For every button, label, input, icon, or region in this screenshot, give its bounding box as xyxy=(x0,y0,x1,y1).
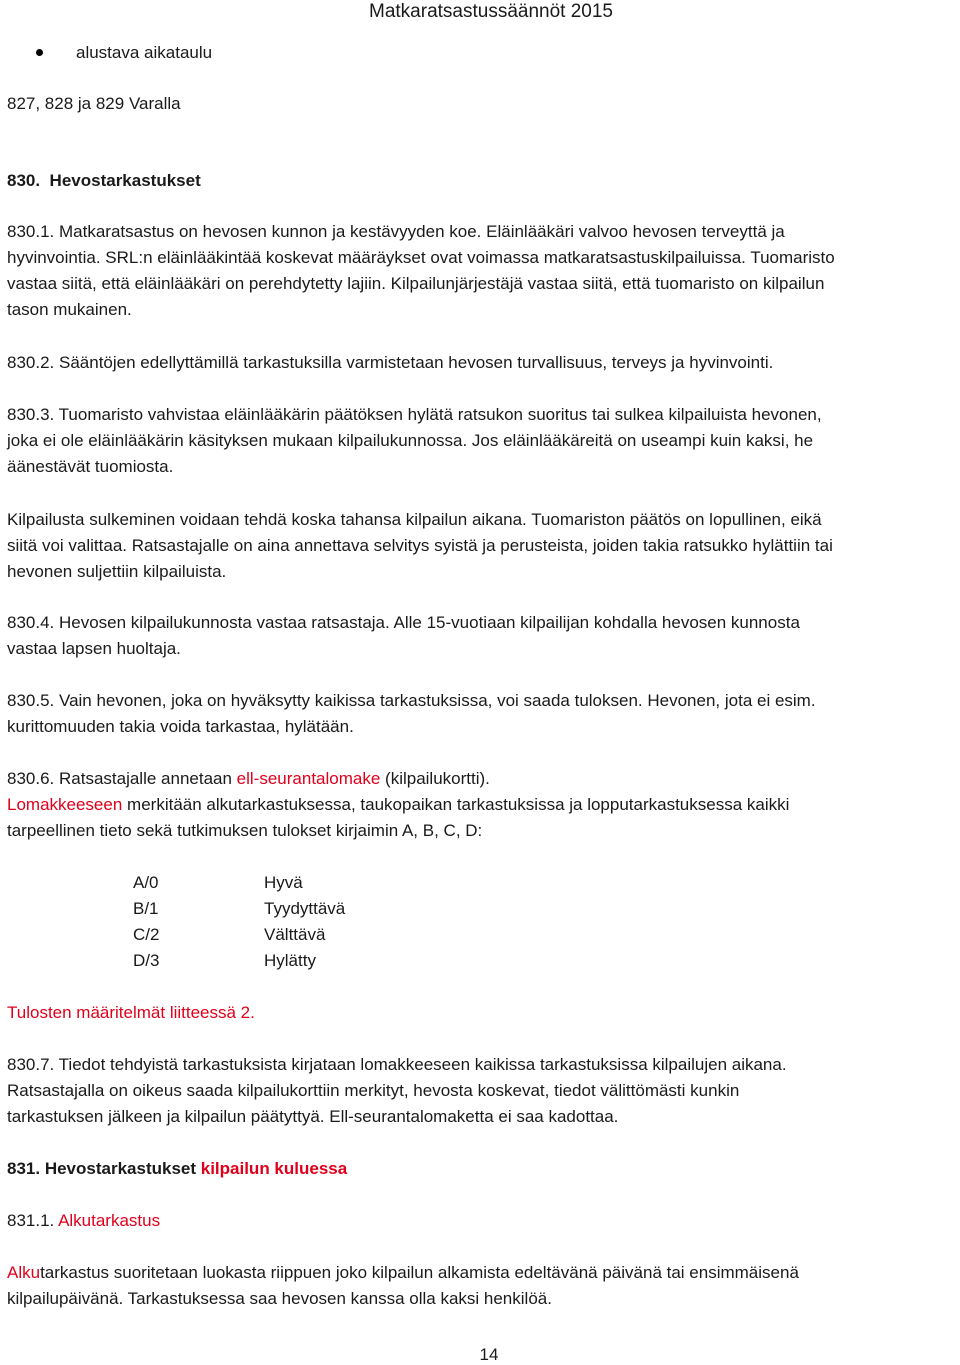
paragraph-831-line: kilpailupäivänä. Tarkastuksessa saa hevosen kanssa olla kaksi henkilöä. xyxy=(7,1289,552,1308)
grade-code: C/2 xyxy=(133,925,160,944)
grade-label: Tyydyttävä xyxy=(264,899,346,918)
paragraph-831-line xyxy=(7,1262,799,1284)
section-827: 827, 828 ja 829 Varalla xyxy=(7,94,181,113)
subsection-831-1-number: 831.1. xyxy=(7,1211,59,1230)
red-text-run: ell-seurantalomake xyxy=(236,769,381,788)
red-text-run: Alku xyxy=(7,1263,41,1282)
grade-label-column xyxy=(264,872,345,972)
paragraph-830-4-line: 830.4. Hevosen kilpailukunnosta vastaa ratsastaja. Alle 15-vuotiaan kilpailijan kohdalla hevosen kunnosta xyxy=(7,613,800,632)
paragraph-830-2: 830.2. Sääntöjen edellyttämillä tarkastuksilla varmistetaan hevosen turvallisuus, terveys ja hyvinvointi. xyxy=(7,353,774,372)
subsection-831-1 xyxy=(7,1210,160,1232)
paragraph-830-6-line: tarpeellinen tieto sekä tutkimuksen tulokset kirjaimin A, B, C, D: xyxy=(7,821,483,840)
subsection-831-1-title: Alkutarkastus xyxy=(58,1211,161,1230)
section-830-number: 830. xyxy=(7,171,41,190)
bullet-item: alustava aikataulu xyxy=(76,43,213,62)
page-number: 14 xyxy=(479,1345,499,1364)
paragraph-830-7-line: 830.7. Tiedot tehdyistä tarkastuksista kirjataan lomakkeeseen kaikissa tarkastuksissa kilpailujen aikana. xyxy=(7,1055,787,1074)
section-831-title-red: kilpailun kuluessa xyxy=(200,1159,348,1178)
grade-code: A/0 xyxy=(133,873,159,892)
paragraph-830-4-line: vastaa lapsen huoltaja. xyxy=(7,639,181,658)
page-header: Matkaratsastussäännöt 2015 xyxy=(369,1,613,22)
paragraph-830-3-line: 830.3. Tuomaristo vahvistaa eläinlääkärin päätöksen hylätä ratsukon suoritus tai sulkea kilpailuista hevonen, xyxy=(7,405,822,424)
grade-code: D/3 xyxy=(133,951,160,970)
paragraph-830-1-line: hyvinvointia. SRL:n eläinlääkintää koskevat määräykset ovat voimassa matkaratsastuskilpailuissa. Tuomaristo xyxy=(7,248,835,267)
section-831-title: Hevostarkastukset xyxy=(44,1159,201,1178)
paragraph-830-6-line xyxy=(7,794,789,816)
grade-code-column xyxy=(133,872,159,972)
section-831-heading xyxy=(7,1158,347,1180)
paragraph-830-5-line: kurittomuuden takia voida tarkastaa, hylätään. xyxy=(7,717,354,736)
paragraph-830-1-line: vastaa siitä, että eläinlääkäri on perehdytetty lajiin. Kilpailunjärjestäjä vastaa siitä, että tuomaristo on kilpailun xyxy=(7,274,825,293)
paragraph-830-7-line: Ratsastajalla on oikeus saada kilpailukorttiin merkityt, hevosta koskevat, tiedot välittömästi kunkin xyxy=(7,1081,740,1100)
section-831-number: 831. xyxy=(7,1159,41,1178)
grade-label: Hyvä xyxy=(264,873,303,892)
text-run: 830.6. Ratsastajalle annetaan xyxy=(7,769,237,788)
paragraph-exclusion-line: siitä voi valittaa. Ratsastajalle on aina annettava selvitys syistä ja perusteista, joiden takia ratsukko hylättiin tai xyxy=(7,536,833,555)
section-830-title: Hevostarkastukset xyxy=(49,171,201,190)
paragraph-830-1-line: tason mukainen. xyxy=(7,300,132,319)
paragraph-830-1-line: 830.1. Matkaratsastus on hevosen kunnon ja kestävyyden koe. Eläinlääkäri valvoo hevosen terveyttä ja xyxy=(7,222,785,241)
text-run: merkitään alkutarkastuksessa, taukopaikan tarkastuksissa ja lopputarkastuksessa kaikki xyxy=(122,795,790,814)
grade-label: Välttävä xyxy=(264,925,326,944)
paragraph-exclusion-line: hevonen suljettiin kilpailuista. xyxy=(7,562,227,581)
results-note: Tulosten määritelmät liitteessä 2. xyxy=(7,1003,255,1022)
grade-label: Hylätty xyxy=(264,951,316,970)
paragraph-830-5-line: 830.5. Vain hevonen, joka on hyväksytty kaikissa tarkastuksissa, voi saada tuloksen. Hevonen, jota ei esim. xyxy=(7,691,816,710)
text-run: tarkastus suoritetaan luokasta riippuen joko kilpailun alkamista edeltävänä päivänä tai ensimmäisenä xyxy=(40,1263,799,1282)
section-830-heading xyxy=(7,170,201,192)
paragraph-830-7-line: tarkastuksen jälkeen ja kilpailun päätyttyä. Ell-seurantalomaketta ei saa kadottaa. xyxy=(7,1107,619,1126)
grade-code: B/1 xyxy=(133,899,159,918)
paragraph-exclusion-line: Kilpailusta sulkeminen voidaan tehdä koska tahansa kilpailun aikana. Tuomariston päätös on lopullinen, eikä xyxy=(7,510,822,529)
red-text-run: Lomakkeeseen xyxy=(7,795,123,814)
bullet-dot-icon xyxy=(36,49,43,56)
paragraph-830-3-line: äänestävät tuomiosta. xyxy=(7,457,174,476)
paragraph-830-3-line: joka ei ole eläinlääkärin käsityksen mukaan kilpailukunnossa. Jos eläinlääkäreitä on useampi kuin kaksi, he xyxy=(7,431,814,450)
paragraph-830-6-line xyxy=(7,768,490,790)
text-run: (kilpailukortti). xyxy=(380,769,490,788)
